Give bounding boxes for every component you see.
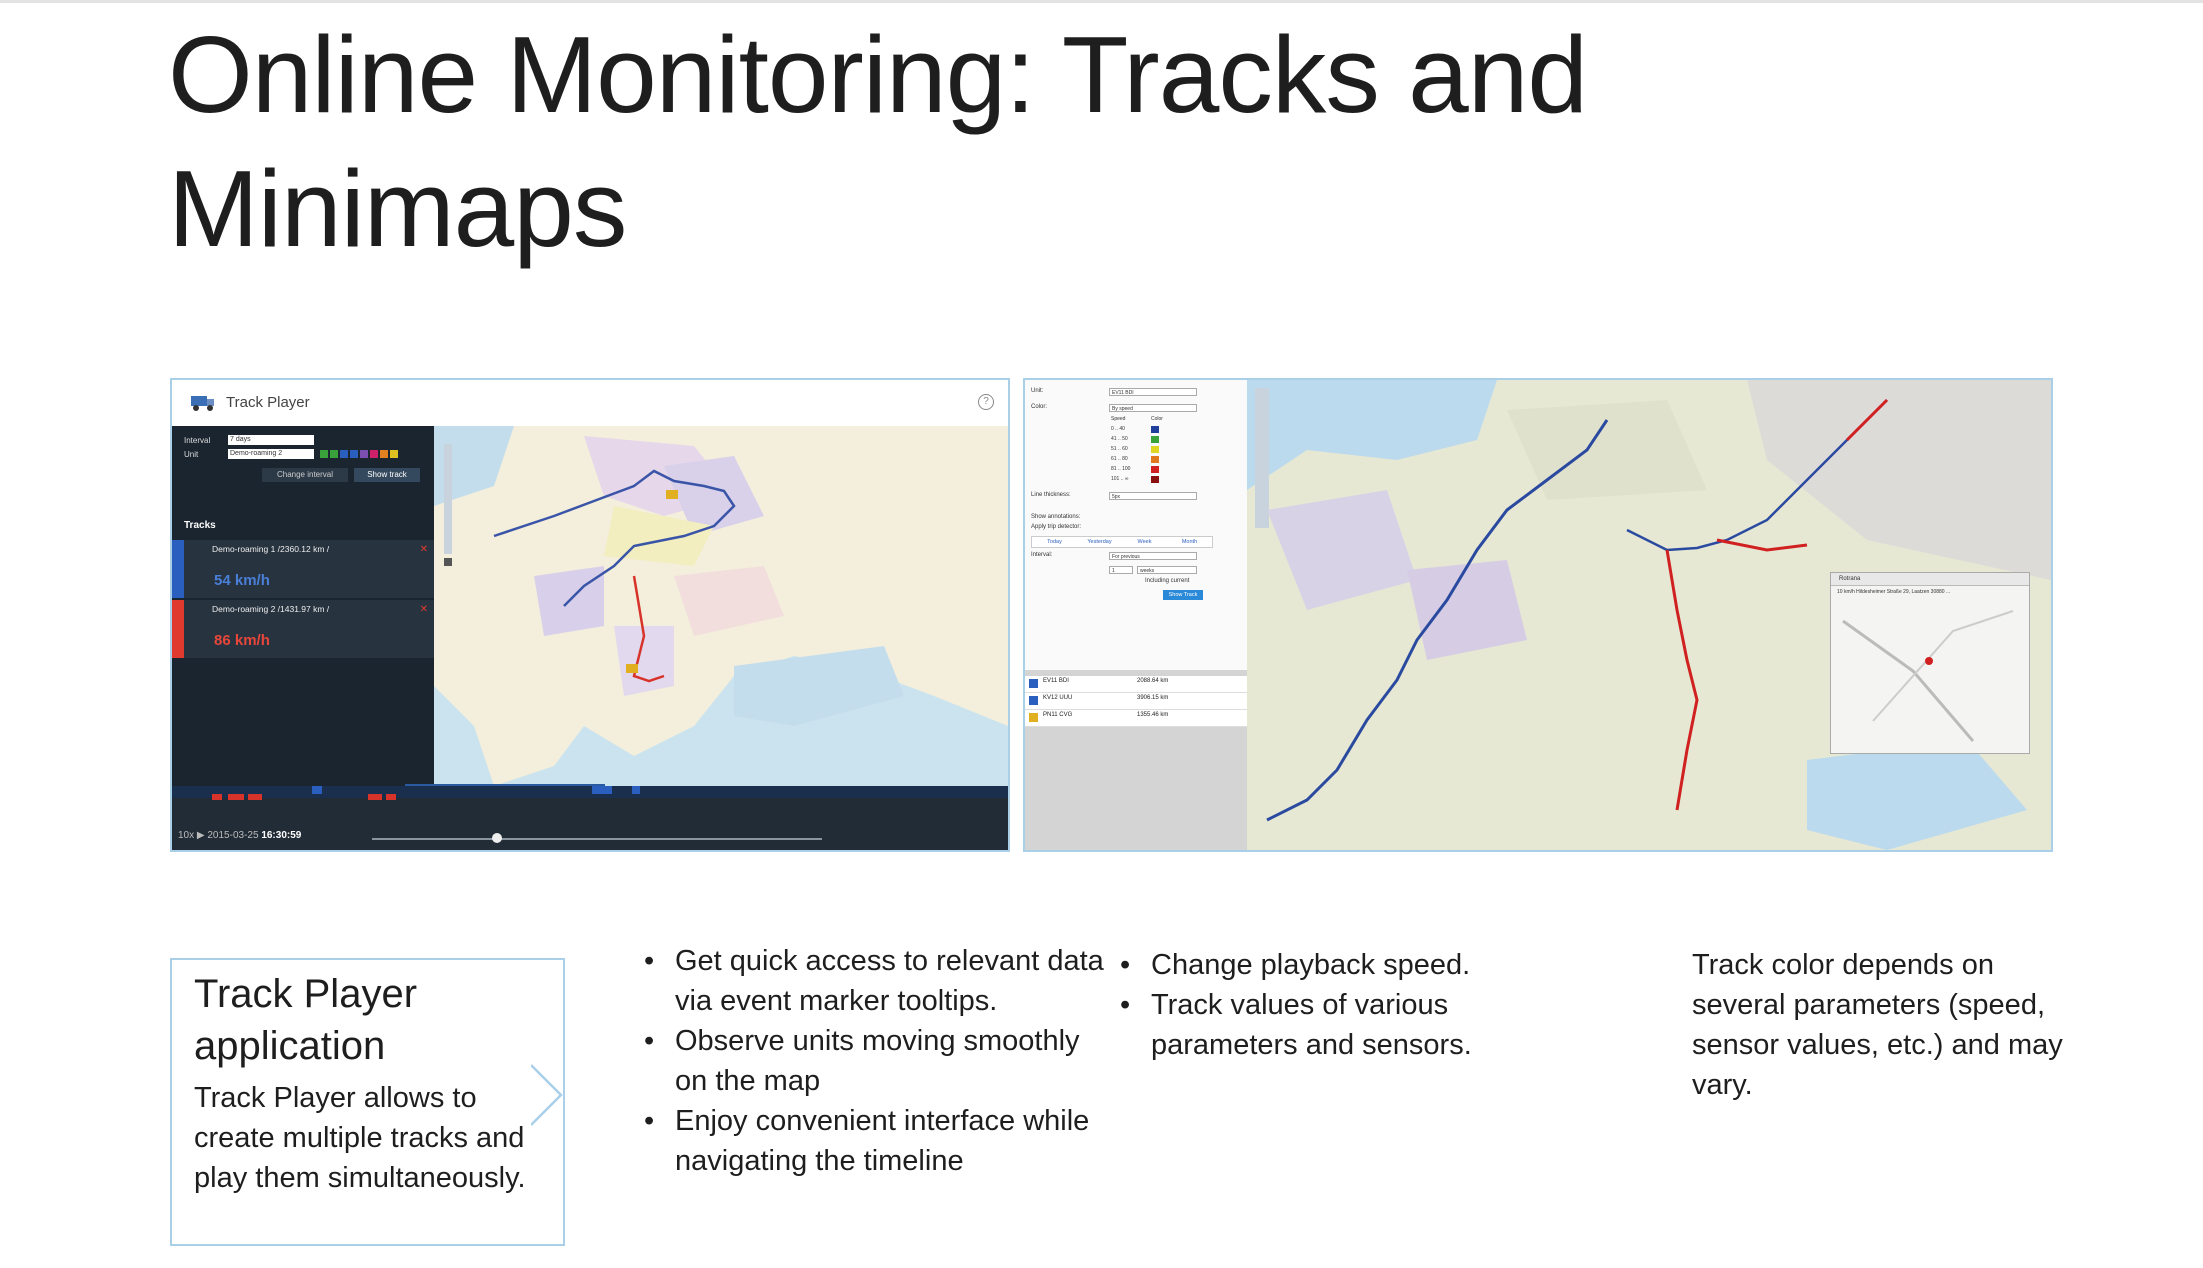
track-player-header [172,380,1008,427]
unit-checkbox[interactable] [1029,713,1038,722]
unit-select[interactable]: Demo-roaming 2 [228,449,314,459]
tracks-settings-panel [1025,380,1247,850]
truck-icon [190,392,216,412]
show-track-button[interactable]: Show track [354,468,420,482]
play-icon[interactable]: ▶ [196,830,208,841]
speed-header: Speed [1111,416,1126,422]
unit-marker-icon[interactable] [666,490,678,499]
tracks-panel-screenshot [1023,378,2053,852]
unit-track-row[interactable] [1025,693,1247,710]
unit-track-row[interactable] [1025,710,1247,727]
top-rule [0,0,2203,3]
tracks-heading: Tracks [184,520,216,531]
timeline-slider[interactable] [372,838,822,840]
including-current-label: Including current [1145,578,1190,584]
current-time: 16:30:59 [261,830,302,841]
unit-label: Unit: [1031,388,1044,394]
help-icon[interactable]: ? [978,394,994,410]
track-color-bar [172,600,184,658]
list-item: • Change playback speed. [1118,945,1518,985]
feature-list-a [642,941,1112,1181]
slide-title: Online Monitoring: Tracks and Minimaps [168,14,1587,270]
minimap-popup-title: Rotrana [1831,573,2029,586]
tab-yesterday[interactable]: Yesterday [1087,539,1112,545]
track-name: Demo-roaming 2 /1431.97 km / [212,604,330,614]
line-thickness-select[interactable]: 5px [1109,492,1197,500]
unit-name: PN11 CVG [1043,712,1073,718]
legend-swatch[interactable] [1151,456,1159,463]
unit-marker-icon[interactable] [626,664,638,673]
unit-label: Unit [184,450,199,459]
unit-select[interactable]: EV11 BDI [1109,388,1197,396]
show-annotations-label: Show annotations: [1031,514,1081,520]
timeline-markers [172,786,1008,826]
color-label: Color: [1031,404,1048,410]
legend-swatch[interactable] [1151,476,1159,483]
delete-track-icon[interactable]: ✕ [419,544,428,555]
list-item: • Enjoy convenient interface while navigating the timeline [642,1101,1112,1181]
track-row[interactable] [172,540,434,598]
color-select[interactable]: By speed [1109,404,1197,412]
tab-today[interactable]: Today [1047,539,1062,545]
map-graphic [434,426,1008,786]
tab-month[interactable]: Month [1181,539,1198,545]
unit-checkbox[interactable] [1029,696,1038,705]
unit-track-row[interactable] [1025,676,1247,693]
count-select[interactable]: 1 [1109,566,1133,574]
unit-distance: 2088.64 km [1137,678,1169,684]
track-player-screenshot [170,378,1010,852]
color-header: Color [1151,416,1163,422]
current-date: 2015-03-25 [207,830,259,841]
track-speed: 86 km/h [214,632,270,649]
unit-distance: 3906.15 km [1137,695,1169,701]
minimap-popup-address: 10 km/h Hildesheimer Straße 29, Laatzen 30880 ... [1837,589,1951,595]
unit-checkbox[interactable] [1029,679,1038,688]
delete-track-icon[interactable]: ✕ [419,604,428,615]
legend-swatch[interactable] [1151,426,1159,433]
period-select[interactable]: weeks [1137,566,1197,574]
track-speed: 54 km/h [214,572,270,589]
unit-distance: 1355.46 km [1137,712,1169,718]
show-tracks-button[interactable]: Show Track [1163,590,1203,600]
track-row[interactable] [172,600,434,658]
track-color-note: Track color depends on several parameters (speed, sensor values, etc.) and may vary. [1692,949,2063,1101]
legend-range: 81 .. 100 [1111,466,1131,472]
legend-swatch[interactable] [1151,436,1159,443]
legend-range: 41 .. 50 [1111,436,1128,442]
interval-label: Interval: [1031,552,1053,558]
quick-period-tabs [1031,536,1213,548]
legend-range: 61 .. 80 [1111,456,1128,462]
list-item: • Observe units moving smoothly on the map [642,1021,1112,1101]
track-player-title: Track Player [226,394,310,411]
timeline[interactable] [172,786,1008,850]
track-player-map[interactable] [434,426,1008,786]
tab-week[interactable]: Week [1137,539,1152,545]
minimap-popup[interactable] [1830,572,2030,754]
list-item: • Get quick access to relevant data via event marker tooltips. [642,941,1112,1021]
interval-label: Interval [184,436,211,445]
playback-speed[interactable]: 10x [178,830,195,841]
color-swatches[interactable] [320,450,416,460]
line-thickness-label: Line thickness: [1031,492,1071,498]
trip-detector-label: Apply trip detector: [1031,524,1082,530]
unit-name: EV11 BDI [1043,678,1069,684]
unit-marker-icon [1925,657,1933,665]
interval-select[interactable]: For previous [1109,552,1197,560]
legend-range: 101 .. ∞ [1111,476,1129,482]
legend-swatch[interactable] [1151,466,1159,473]
callout-body: Track Player allows to create multiple tracks and play them simultaneously. [194,1082,526,1194]
list-item: • Track values of various parameters and sensors. [1118,985,1518,1065]
callout-heading: Track Player application [194,972,418,1068]
change-interval-button[interactable]: Change interval [262,468,348,482]
track-player-callout [170,958,565,1246]
timeline-slider-handle[interactable] [492,833,502,843]
legend-range: 51 .. 60 [1111,446,1128,452]
legend-swatch[interactable] [1151,446,1159,453]
unit-name: KV12 UUU [1043,695,1073,701]
feature-list-b [1118,945,1518,1065]
track-color-bar [172,540,184,598]
interval-select[interactable]: 7 days [228,435,314,445]
minimap [1833,601,2029,751]
track-player-sidebar [172,426,434,786]
legend-range: 0 .. 40 [1111,426,1125,432]
playback-controls[interactable] [178,830,301,841]
track-name: Demo-roaming 1 /2360.12 km / [212,544,330,554]
